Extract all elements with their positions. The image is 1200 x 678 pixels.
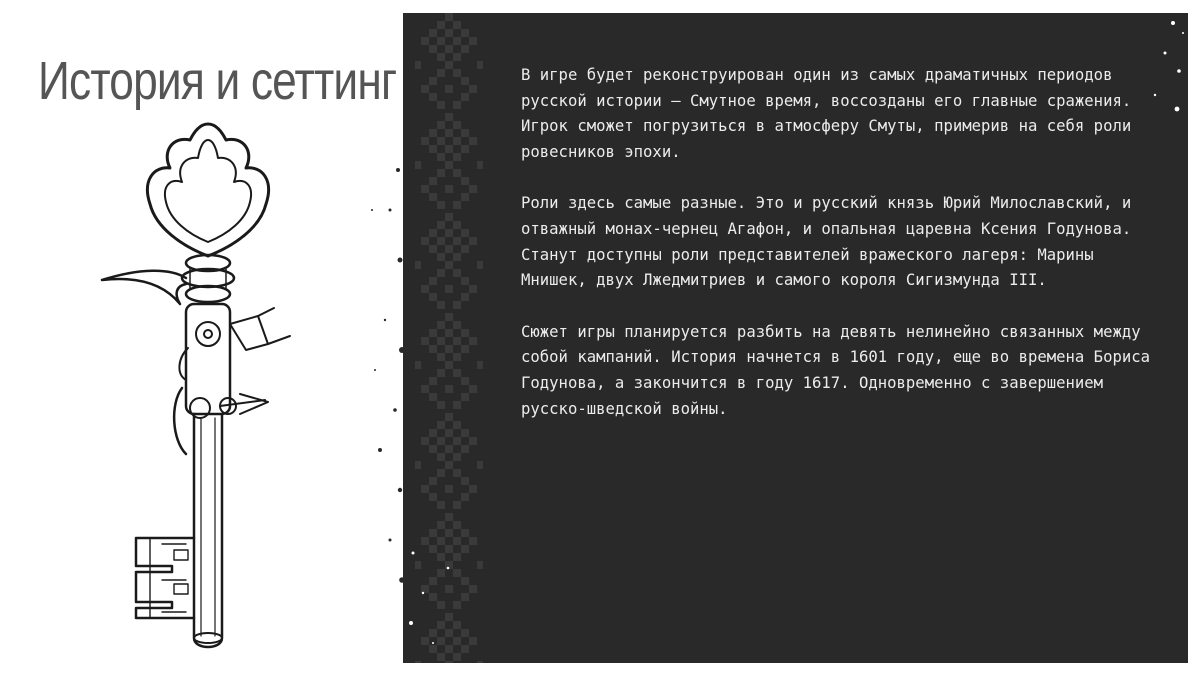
grunge-speckles-bottom	[403, 533, 463, 663]
key-shaft	[194, 414, 222, 647]
key-spur	[102, 271, 186, 304]
grunge-speckles-left	[360, 150, 405, 610]
paragraph-plot: Сюжет игры планируется разбить на девять нелинейно связанных между собой кампаний. История начнется в 1601 году, еще во времена Бориса Годунова, а закончится в году 1617. Одновременно с завершением русско-шведской войны.	[521, 322, 1151, 418]
paragraph-intro: В игре будет реконструирован один из самых драматичных периодов русской истории – Смутное время, воссозданы его главные сражения. Игрок сможет погрузиться в атмосферу Смуты, примерив на себя роли ровесников эпохи.	[521, 66, 1132, 161]
grunge-speckles-right	[1143, 13, 1188, 133]
text-panel	[403, 13, 1188, 663]
body-text	[521, 63, 1161, 448]
antique-key-illustration	[90, 118, 320, 678]
key-bow-inner	[165, 140, 251, 242]
paragraph-roles: Роли здесь самые разные. Это и русский князь Юрий Милославский, и отважный монах-чернец Агафон, и опальная царевна Ксения Годунова. Станут доступны роли представителей вражеского лагеря: Марины Мнишек, двух Лжедмитриев и самого короля Сигизмунда III.	[521, 194, 1132, 290]
slide-title: История и сеттинг	[38, 51, 397, 111]
